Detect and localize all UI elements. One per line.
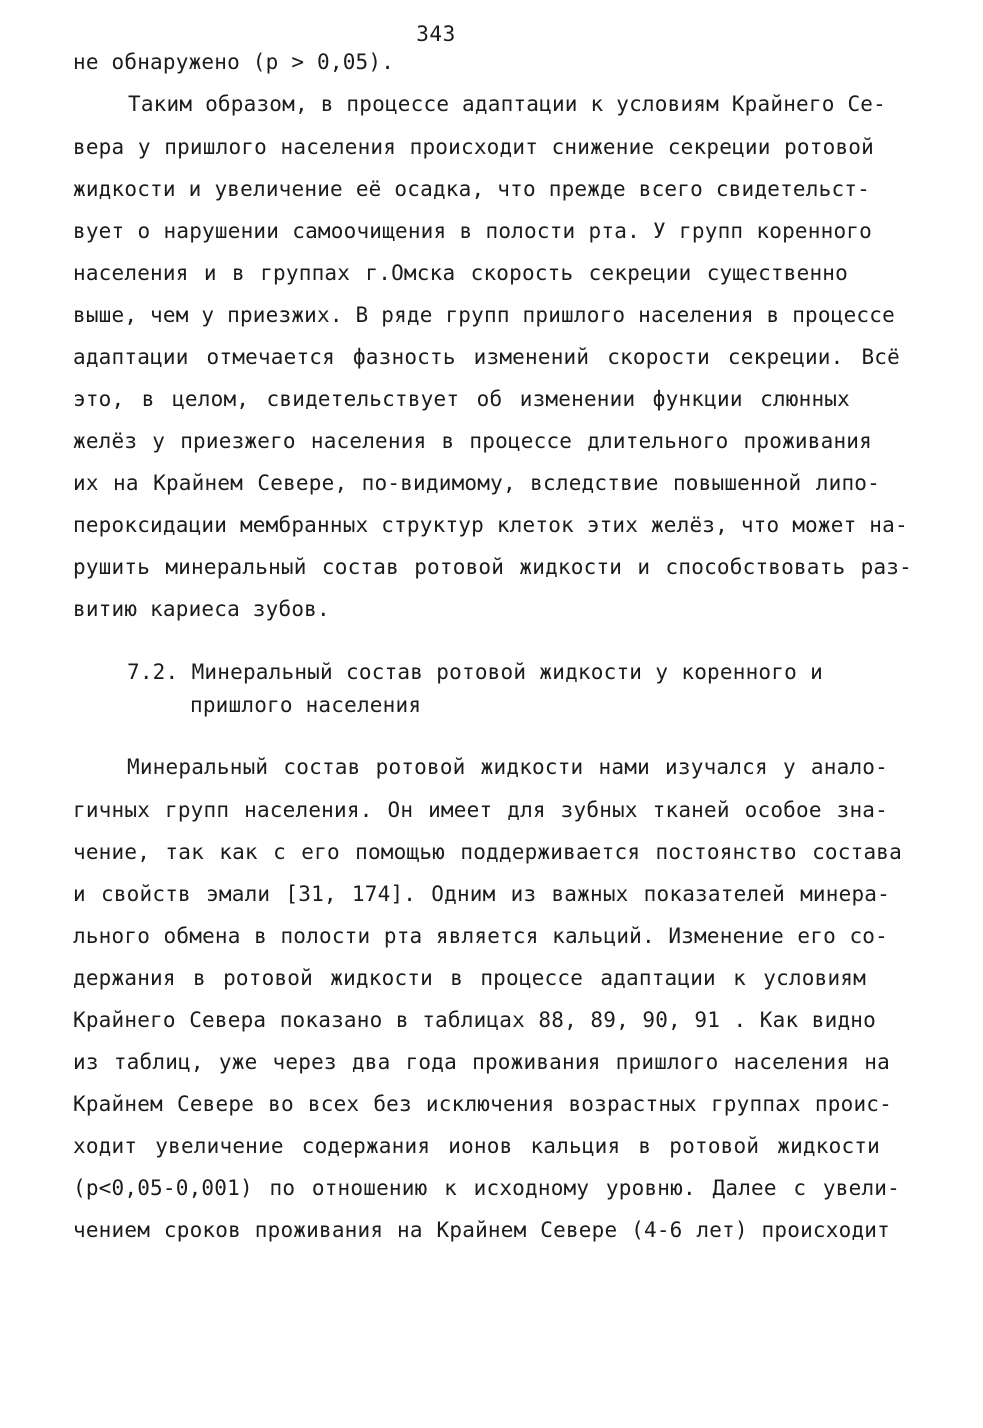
paragraph-2-line: вует о нарушении самоочищения в полости рта. У групп коренного: [73, 219, 872, 243]
paragraph-3-line: чение, так как с его помощью поддерживается постоянство состава: [73, 840, 902, 864]
paragraph-2-line: вера у пришлого населения происходит снижение секреции ротовой: [73, 135, 874, 159]
paragraph-3-line: Минеральный состав ротовой жидкости нами изучался у анало-: [127, 755, 888, 779]
paragraph-2-line: витию кариеса зубов.: [73, 597, 330, 621]
paragraph-2-line: выше, чем у приезжих. В ряде групп пришлого населения в процессе: [73, 303, 895, 327]
page-number: 343: [416, 22, 456, 46]
paragraph-3-line: ходит увеличение содержания ионов кальция в ротовой жидкости: [73, 1134, 880, 1158]
paragraph-2-line: рушить минеральный состав ротовой жидкости и способствовать раз-: [73, 555, 912, 579]
paragraph-2-line: населения и в группах г.Омска скорость секреции существенно: [73, 261, 848, 285]
paragraph-3-line: держания в ротовой жидкости в процессе адаптации к условиям: [73, 966, 866, 990]
paragraph-3-line: Крайнего Севера показано в таблицах 88, 89, 90, 91 . Как видно: [73, 1008, 876, 1032]
paragraph-1-line: не обнаружено (р > 0,05).: [73, 50, 395, 74]
section-heading-line: пришлого населения: [190, 693, 422, 717]
paragraph-3-line: и свойств эмали [31, 174]. Одним из важных показателей минера-: [73, 882, 890, 906]
paragraph-2-line: адаптации отмечается фазность изменений скорости секреции. Всё: [73, 345, 900, 369]
paragraph-2-line: желёз у приезжего населения в процессе длительного проживания: [73, 429, 872, 453]
paragraph-3-line: из таблиц, уже через два года проживания пришлого населения на: [73, 1050, 890, 1074]
section-heading-line: 7.2. Минеральный состав ротовой жидкости у коренного и: [127, 660, 823, 684]
paragraph-3-line: льного обмена в полости рта является кальций. Изменение его со-: [73, 924, 888, 948]
paragraph-2-line: жидкости и увеличение её осадка, что прежде всего свидетельст-: [73, 177, 870, 201]
paragraph-3-line: Крайнем Севере во всех без исключения возрастных группах проис-: [73, 1092, 892, 1116]
paragraph-3-line: чением сроков проживания на Крайнем Севере (4-6 лет) происходит: [73, 1218, 890, 1242]
paragraph-3-line: (р<0,05-0,001) по отношению к исходному уровню. Далее с увели-: [73, 1176, 900, 1200]
paragraph-3-line: гичных групп населения. Он имеет для зубных тканей особое зна-: [73, 798, 888, 822]
paragraph-2-line: их на Крайнем Севере, по-видимому, вследствие повышенной липо-: [73, 471, 880, 495]
paragraph-2-line: это, в целом, свидетельствует об изменении функции слюнных: [73, 387, 850, 411]
paragraph-2-line: Таким образом, в процессе адаптации к условиям Крайнего Се-: [128, 92, 886, 116]
paragraph-2-line: пероксидации мембранных структур клеток этих желёз, что может на-: [73, 513, 908, 537]
